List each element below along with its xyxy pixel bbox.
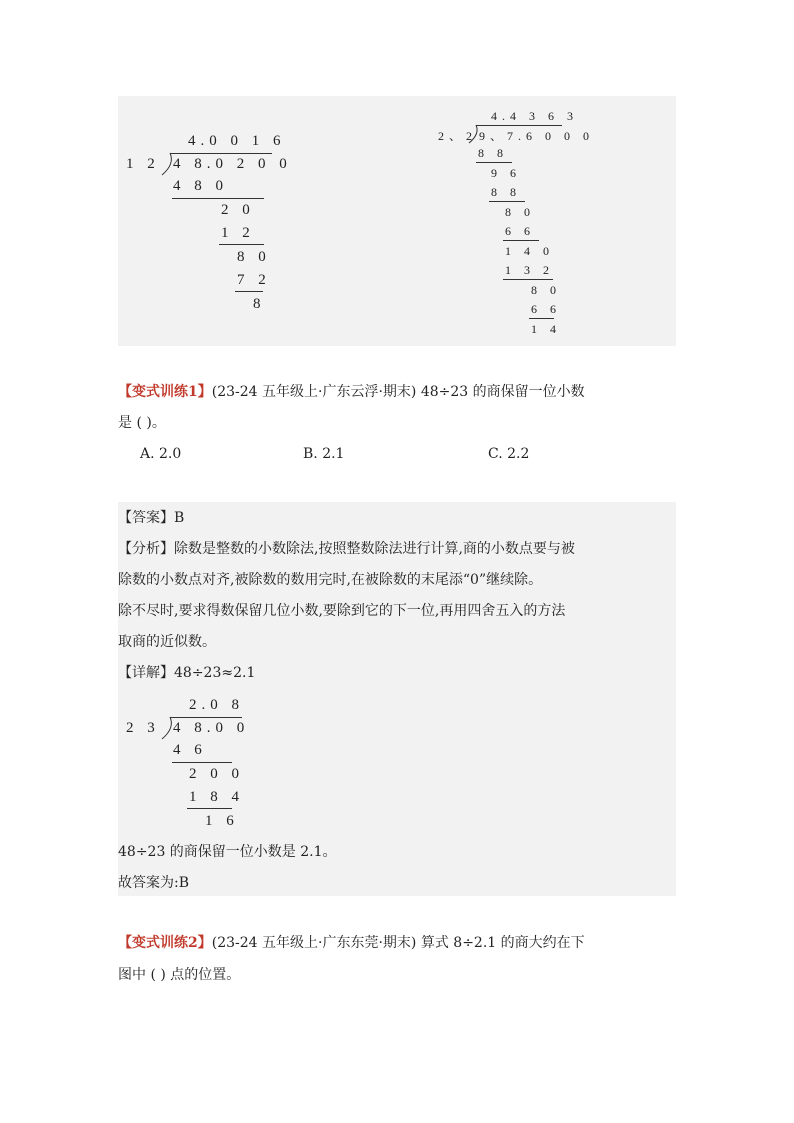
step: 2 0 0: [189, 766, 244, 782]
analysis-line-2: 除数的小数点对齐,被除数的数用完时,在被除数的末尾添“0”继续除。: [118, 572, 543, 588]
division-bracket: [468, 125, 478, 143]
step: 4 8 0: [173, 178, 228, 194]
analysis-line-3: 除不尽时,要求得数保留几位小数,要除到它的下一位,再用四舍五入的方法: [118, 603, 566, 619]
step: 1 8 4: [189, 789, 244, 805]
exercise-2-question-line2: 图中 ( ) 点的位置。: [118, 967, 241, 983]
option-a: A. 2.0: [140, 446, 182, 462]
dividend: 9、7.6 0 0 0: [479, 129, 595, 143]
option-b: B. 2.1: [303, 446, 345, 462]
detail: 【详解】48÷23≈2.1: [118, 665, 256, 681]
step: 1 4 0: [505, 244, 554, 258]
division-bracket: [160, 153, 172, 175]
exercise-2-tag: 【变式训练2】: [118, 935, 212, 951]
option-c: C. 2.2: [488, 446, 530, 462]
exercise-1-question: 【变式训练1】(23-24 五年级上·广东云浮·期末) 48÷23 的商保留一位小数: [118, 384, 585, 400]
step: 2 0: [221, 202, 255, 218]
quotient: 4.4 3 6 3: [491, 109, 578, 123]
step: 1 3 2: [505, 263, 554, 277]
analysis-line-1: 【分析】除数是整数的小数除法,按照整数除法进行计算,商的小数点要与被: [118, 541, 575, 557]
quotient: 2.0 8: [189, 697, 244, 713]
final-answer: 故答案为:B: [118, 875, 190, 891]
step: 1 6: [205, 813, 239, 829]
exercise-1-question-line2: 是 ( )。: [118, 415, 166, 431]
exercise-2-question: 【变式训练2】(23-24 五年级上·广东东莞·期末) 算式 8÷2.1 的商大约在下: [118, 935, 585, 951]
step: 8 8: [478, 146, 508, 160]
step: 8 0: [531, 283, 561, 297]
step: 8: [253, 296, 266, 312]
step: 8 8: [491, 185, 521, 199]
step: 8 0: [237, 249, 271, 265]
quotient: 4.0 0 1 6: [188, 133, 286, 149]
step: 9 6: [491, 166, 521, 180]
divisor: 1 2: [126, 156, 160, 172]
divisor: 2、2: [438, 129, 478, 143]
step: 1 2: [221, 225, 255, 241]
step: 1 4: [531, 322, 561, 336]
step: 6 6: [505, 224, 535, 238]
step: 4 6: [173, 742, 207, 758]
division-bracket: [160, 717, 172, 739]
analysis-line-4: 取商的近似数。: [118, 634, 216, 650]
answer: 【答案】B: [118, 510, 185, 526]
dividend: 4 8.0 0: [173, 720, 250, 736]
divisor: 2 3: [126, 720, 160, 736]
exercise-1-tag: 【变式训练1】: [118, 384, 212, 400]
step: 6 6: [531, 302, 561, 316]
step: 8 0: [505, 205, 535, 219]
conclusion: 48÷23 的商保留一位小数是 2.1。: [118, 844, 337, 860]
step: 7 2: [237, 272, 271, 288]
dividend: 4 8.0 2 0 0: [173, 156, 292, 172]
